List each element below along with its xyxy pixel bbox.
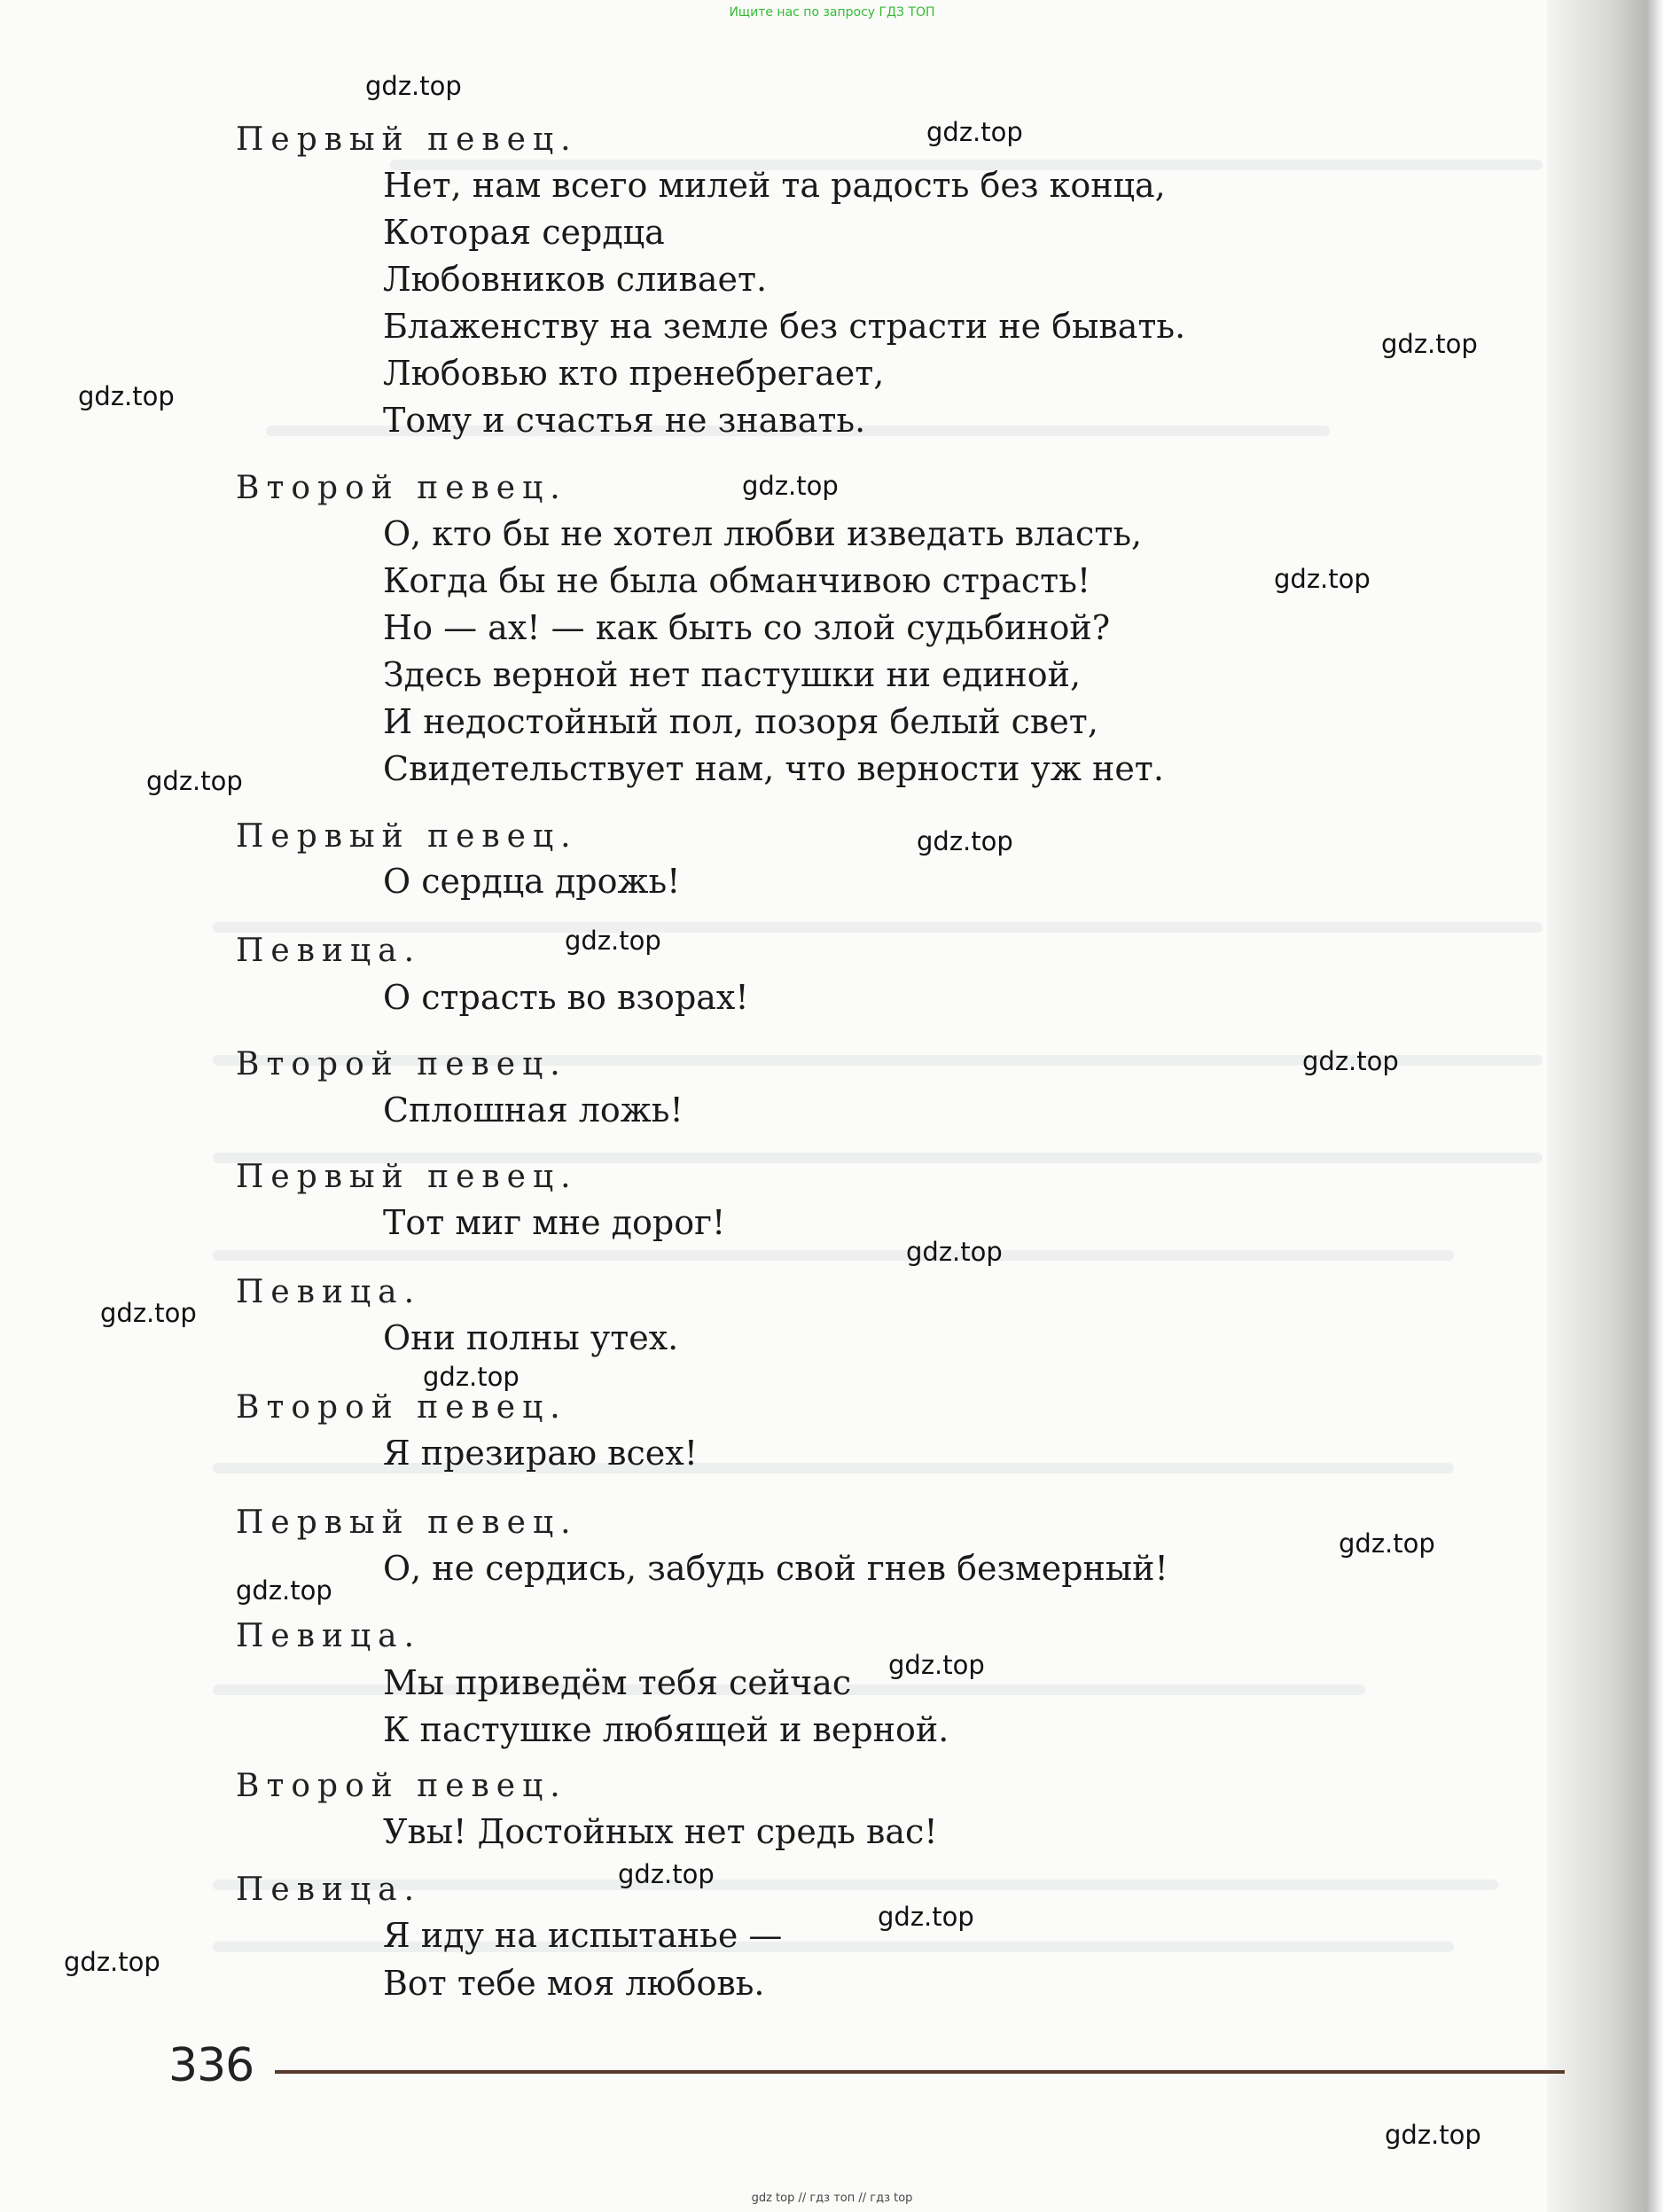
- watermark: gdz.top: [146, 766, 243, 796]
- speaker-label: Певица.: [236, 1872, 422, 1908]
- watermark: gdz.top: [1302, 1046, 1399, 1076]
- footer-rule: [275, 2070, 1565, 2074]
- verse-line: Они полны утех.: [383, 1318, 679, 1357]
- verse-line: Любовью кто пренебрегает,: [383, 354, 885, 393]
- verse-line: К пастушке любящей и верной.: [383, 1710, 949, 1749]
- verse-line: И недостойный пол, позоря белый свет,: [383, 702, 1098, 741]
- verse-line: Мы приведём тебя сейчас: [383, 1663, 852, 1702]
- watermark: gdz.top: [1385, 2120, 1481, 2150]
- verse-line: Тому и счастья не знавать.: [383, 401, 866, 440]
- watermark: gdz.top: [236, 1575, 332, 1606]
- verse-line: Которая сердца: [383, 213, 665, 252]
- watermark: gdz.top: [365, 71, 462, 101]
- watermark: gdz.top: [565, 926, 661, 956]
- verse-line: Здесь верной нет пастушки ни единой,: [383, 655, 1082, 694]
- show-through-text: [213, 1250, 1454, 1261]
- site-footer-note: gdz top // гдз топ // гдз top: [751, 2192, 913, 2205]
- verse-line: Когда бы не была обманчивою страсть!: [383, 561, 1091, 600]
- verse-line: Блаженству на земле без страсти не бывать.: [383, 307, 1186, 346]
- verse-line: Но — ах! — как быть со злой судьбиной?: [383, 608, 1111, 647]
- verse-line: Вот тебе моя любовь.: [383, 1964, 765, 2003]
- watermark: gdz.top: [888, 1650, 985, 1680]
- speaker-label: Певица.: [236, 933, 422, 969]
- show-through-text: [213, 922, 1543, 933]
- watermark: gdz.top: [1339, 1528, 1435, 1559]
- speaker-label: Первый певец.: [236, 818, 578, 855]
- speaker-label: Второй певец.: [236, 470, 567, 506]
- verse-line: Сплошная ложь!: [383, 1090, 684, 1129]
- verse-line: Тот миг мне дорог!: [383, 1203, 726, 1242]
- watermark: gdz.top: [742, 471, 839, 501]
- speaker-label: Второй певец.: [236, 1768, 567, 1804]
- speaker-label: Певица.: [236, 1618, 422, 1654]
- verse-line: Увы! Достойных нет средь вас!: [383, 1812, 938, 1851]
- speaker-label: Первый певец.: [236, 1159, 578, 1195]
- watermark: gdz.top: [917, 826, 1013, 856]
- watermark: gdz.top: [906, 1237, 1003, 1267]
- verse-line: Я иду на испытанье —: [383, 1916, 783, 1955]
- speaker-label: Первый певец.: [236, 121, 578, 158]
- verse-line: О сердца дрожь!: [383, 862, 681, 901]
- verse-line: Нет, нам всего милей та радость без конца,: [383, 166, 1166, 205]
- watermark: gdz.top: [100, 1298, 197, 1328]
- watermark: gdz.top: [618, 1859, 715, 1889]
- verse-line: О страсть во взорах!: [383, 978, 749, 1017]
- speaker-label: Первый певец.: [236, 1505, 578, 1541]
- verse-line: О, не сердись, забудь свой гнев безмерный!: [383, 1549, 1168, 1588]
- site-header-note: Ищите нас по запросу ГДЗ ТОП: [729, 5, 935, 20]
- watermark: gdz.top: [78, 381, 175, 411]
- verse-line: Свидетельствует нам, что верности уж нет.: [383, 749, 1164, 788]
- watermark: gdz.top: [926, 117, 1023, 147]
- watermark: gdz.top: [1381, 329, 1478, 359]
- speaker-label: Певица.: [236, 1274, 422, 1310]
- verse-line: Я презираю всех!: [383, 1434, 698, 1473]
- verse-line: О, кто бы не хотел любви изведать власть,: [383, 514, 1143, 553]
- watermark: gdz.top: [423, 1362, 520, 1392]
- watermark: gdz.top: [64, 1947, 160, 1977]
- speaker-label: Второй певец.: [236, 1389, 567, 1426]
- speaker-label: Второй певец.: [236, 1046, 567, 1083]
- watermark: gdz.top: [878, 1902, 974, 1932]
- verse-line: Любовников сливает.: [383, 260, 768, 299]
- page-number: 336: [168, 2039, 254, 2092]
- watermark: gdz.top: [1274, 564, 1371, 594]
- page-spine-shadow: [1547, 0, 1664, 2212]
